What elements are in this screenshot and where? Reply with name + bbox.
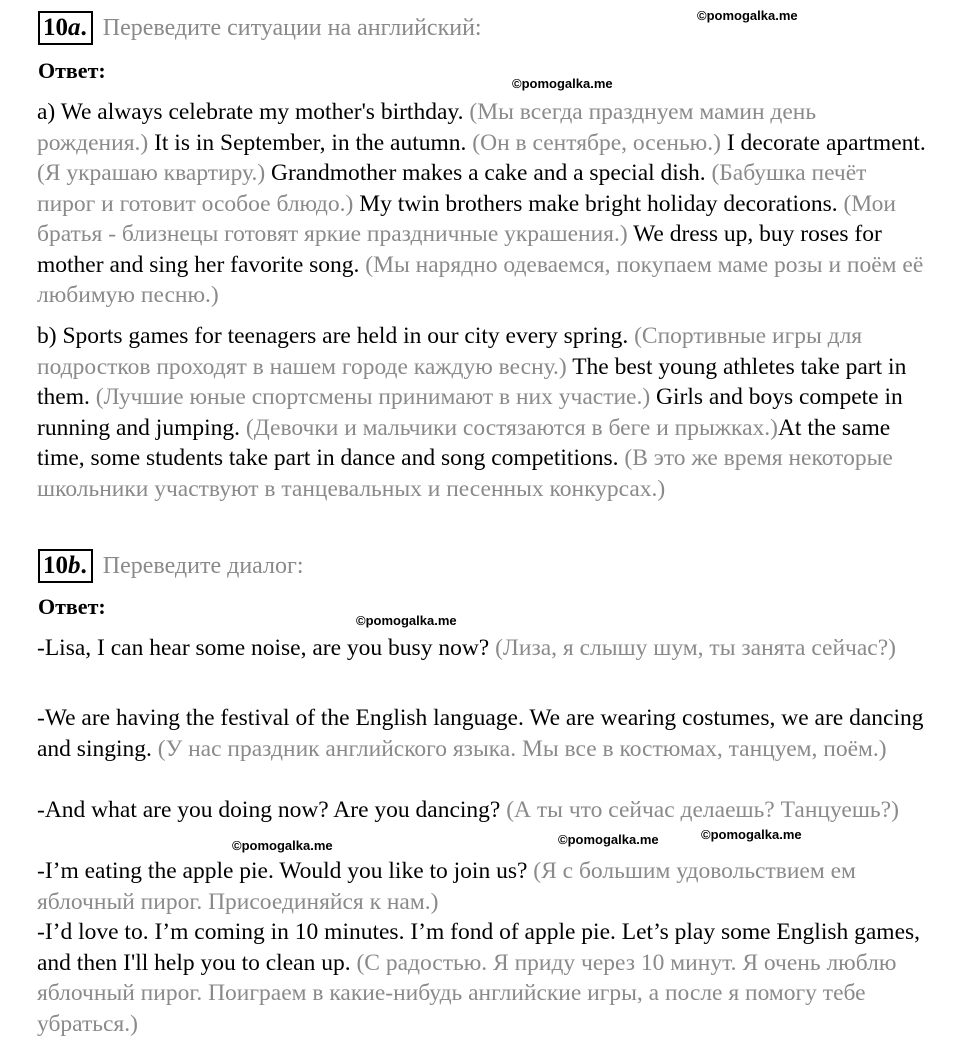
sentence-ru: (Он в сентябре, осенью.) xyxy=(472,129,721,156)
task-number-box: 10a. xyxy=(38,11,93,45)
task-title: Переведите ситуации на английский: xyxy=(102,14,482,41)
sentence-ru: (Мои братья - близнецы готовят яркие праздничные украшения.) xyxy=(37,190,896,247)
sentence-en: Girls and boys compete in running and jumping. xyxy=(37,384,903,441)
dialog-line xyxy=(37,633,927,664)
dialog-line xyxy=(37,795,927,826)
answer-label: Ответ: xyxy=(38,594,106,619)
watermark: ©pomogalka.me xyxy=(701,827,802,842)
dialog-line xyxy=(37,917,927,1039)
sentence-ru: (Мы всегда празднуем мамин день рождения.) xyxy=(37,99,817,156)
watermark: ©pomogalka.me xyxy=(512,76,613,91)
task-number-box: 10b. xyxy=(38,549,93,583)
sentence-en: a) We always celebrate my mother's birthday. xyxy=(37,99,464,125)
sentence-en: We dress up, buy roses for mother and sing her favorite song. xyxy=(37,221,882,278)
dialog-line xyxy=(37,703,927,764)
answer-paragraph-a xyxy=(37,97,927,311)
dialog-ru: (Я с большим удовольствием ем яблочный пирог. Присоединяйся к нам.) xyxy=(37,858,856,915)
dialog-ru: (С радостью. Я приду через 10 минут. Я очень люблю яблочный пирог. Поиграем в какие-нибудь английские игры, а после я помогу тебе убраться.) xyxy=(37,949,897,1037)
task-10a-header xyxy=(38,11,482,45)
sentence-ru: (Девочки и мальчики состязаются в беге и прыжках.) xyxy=(245,414,778,441)
sentence-ru: (Я украшаю квартиру.) xyxy=(37,160,266,186)
dialog-ru: (У нас праздник английского языка. Мы все в костюмах, танцуем, поём.) xyxy=(157,735,887,762)
watermark: ©pomogalka.me xyxy=(356,613,457,628)
answer-label: Ответ: xyxy=(38,58,106,83)
sentence-ru: (В это же время некоторые школьники участвуют в танцевальных и песенных конкурсах.) xyxy=(37,445,893,502)
sentence-en: My twin brothers make bright holiday decorations. xyxy=(359,190,838,217)
sentence-en: At the same time, some students take part in dance and song competitions. xyxy=(37,414,891,471)
answer-paragraph-b xyxy=(37,321,927,504)
sentence-en: b) Sports games for teenagers are held in our city every spring. xyxy=(37,323,629,349)
task-10b-header xyxy=(38,549,304,583)
sentence-ru: (Спортивные игры для подростков проходят в нашем городе каждую весну.) xyxy=(37,323,863,380)
sentence-en: It is in September, in the autumn. xyxy=(154,129,467,156)
sentence-ru: (Мы нарядно одеваемся, покупаем маме розы и поём её любимую песню.) xyxy=(37,251,924,308)
sentence-en: Grandmother makes a cake and a special dish. xyxy=(271,160,706,186)
dialog-en: -Lisa, I can hear some noise, are you busy now? xyxy=(37,635,490,661)
dialog-ru: (Лиза, я слышу шум, ты занята сейчас?) xyxy=(495,635,896,661)
watermark: ©pomogalka.me xyxy=(697,8,798,23)
dialog-en: -And what are you doing now? Are you dancing? xyxy=(37,797,501,823)
sentence-ru: (Бабушка печёт пирог и готовит особое блюдо.) xyxy=(37,160,867,217)
dialog-en: -I’m eating the apple pie. Would you like to join us? xyxy=(37,858,528,884)
task-title: Переведите диалог: xyxy=(102,552,304,579)
watermark: ©pomogalka.me xyxy=(558,832,659,847)
sentence-en: The best young athletes take part in them. xyxy=(37,353,907,410)
watermark: ©pomogalka.me xyxy=(232,838,333,853)
sentence-en: I decorate apartment. xyxy=(726,129,926,156)
dialog-line xyxy=(37,856,927,917)
sentence-ru: (Лучшие юные спортсмены принимают в них участие.) xyxy=(95,384,651,410)
dialog-en: -We are having the festival of the English language. We are wearing costumes, we are dancing and singing. xyxy=(37,705,924,762)
dialog-en: -I’d love to. I’m coming in 10 minutes. I’m fond of apple pie. Let’s play some English games, and then I'll help you to clean up. xyxy=(37,919,921,976)
dialog-ru: (А ты что сейчас делаешь? Танцуешь?) xyxy=(506,797,899,823)
